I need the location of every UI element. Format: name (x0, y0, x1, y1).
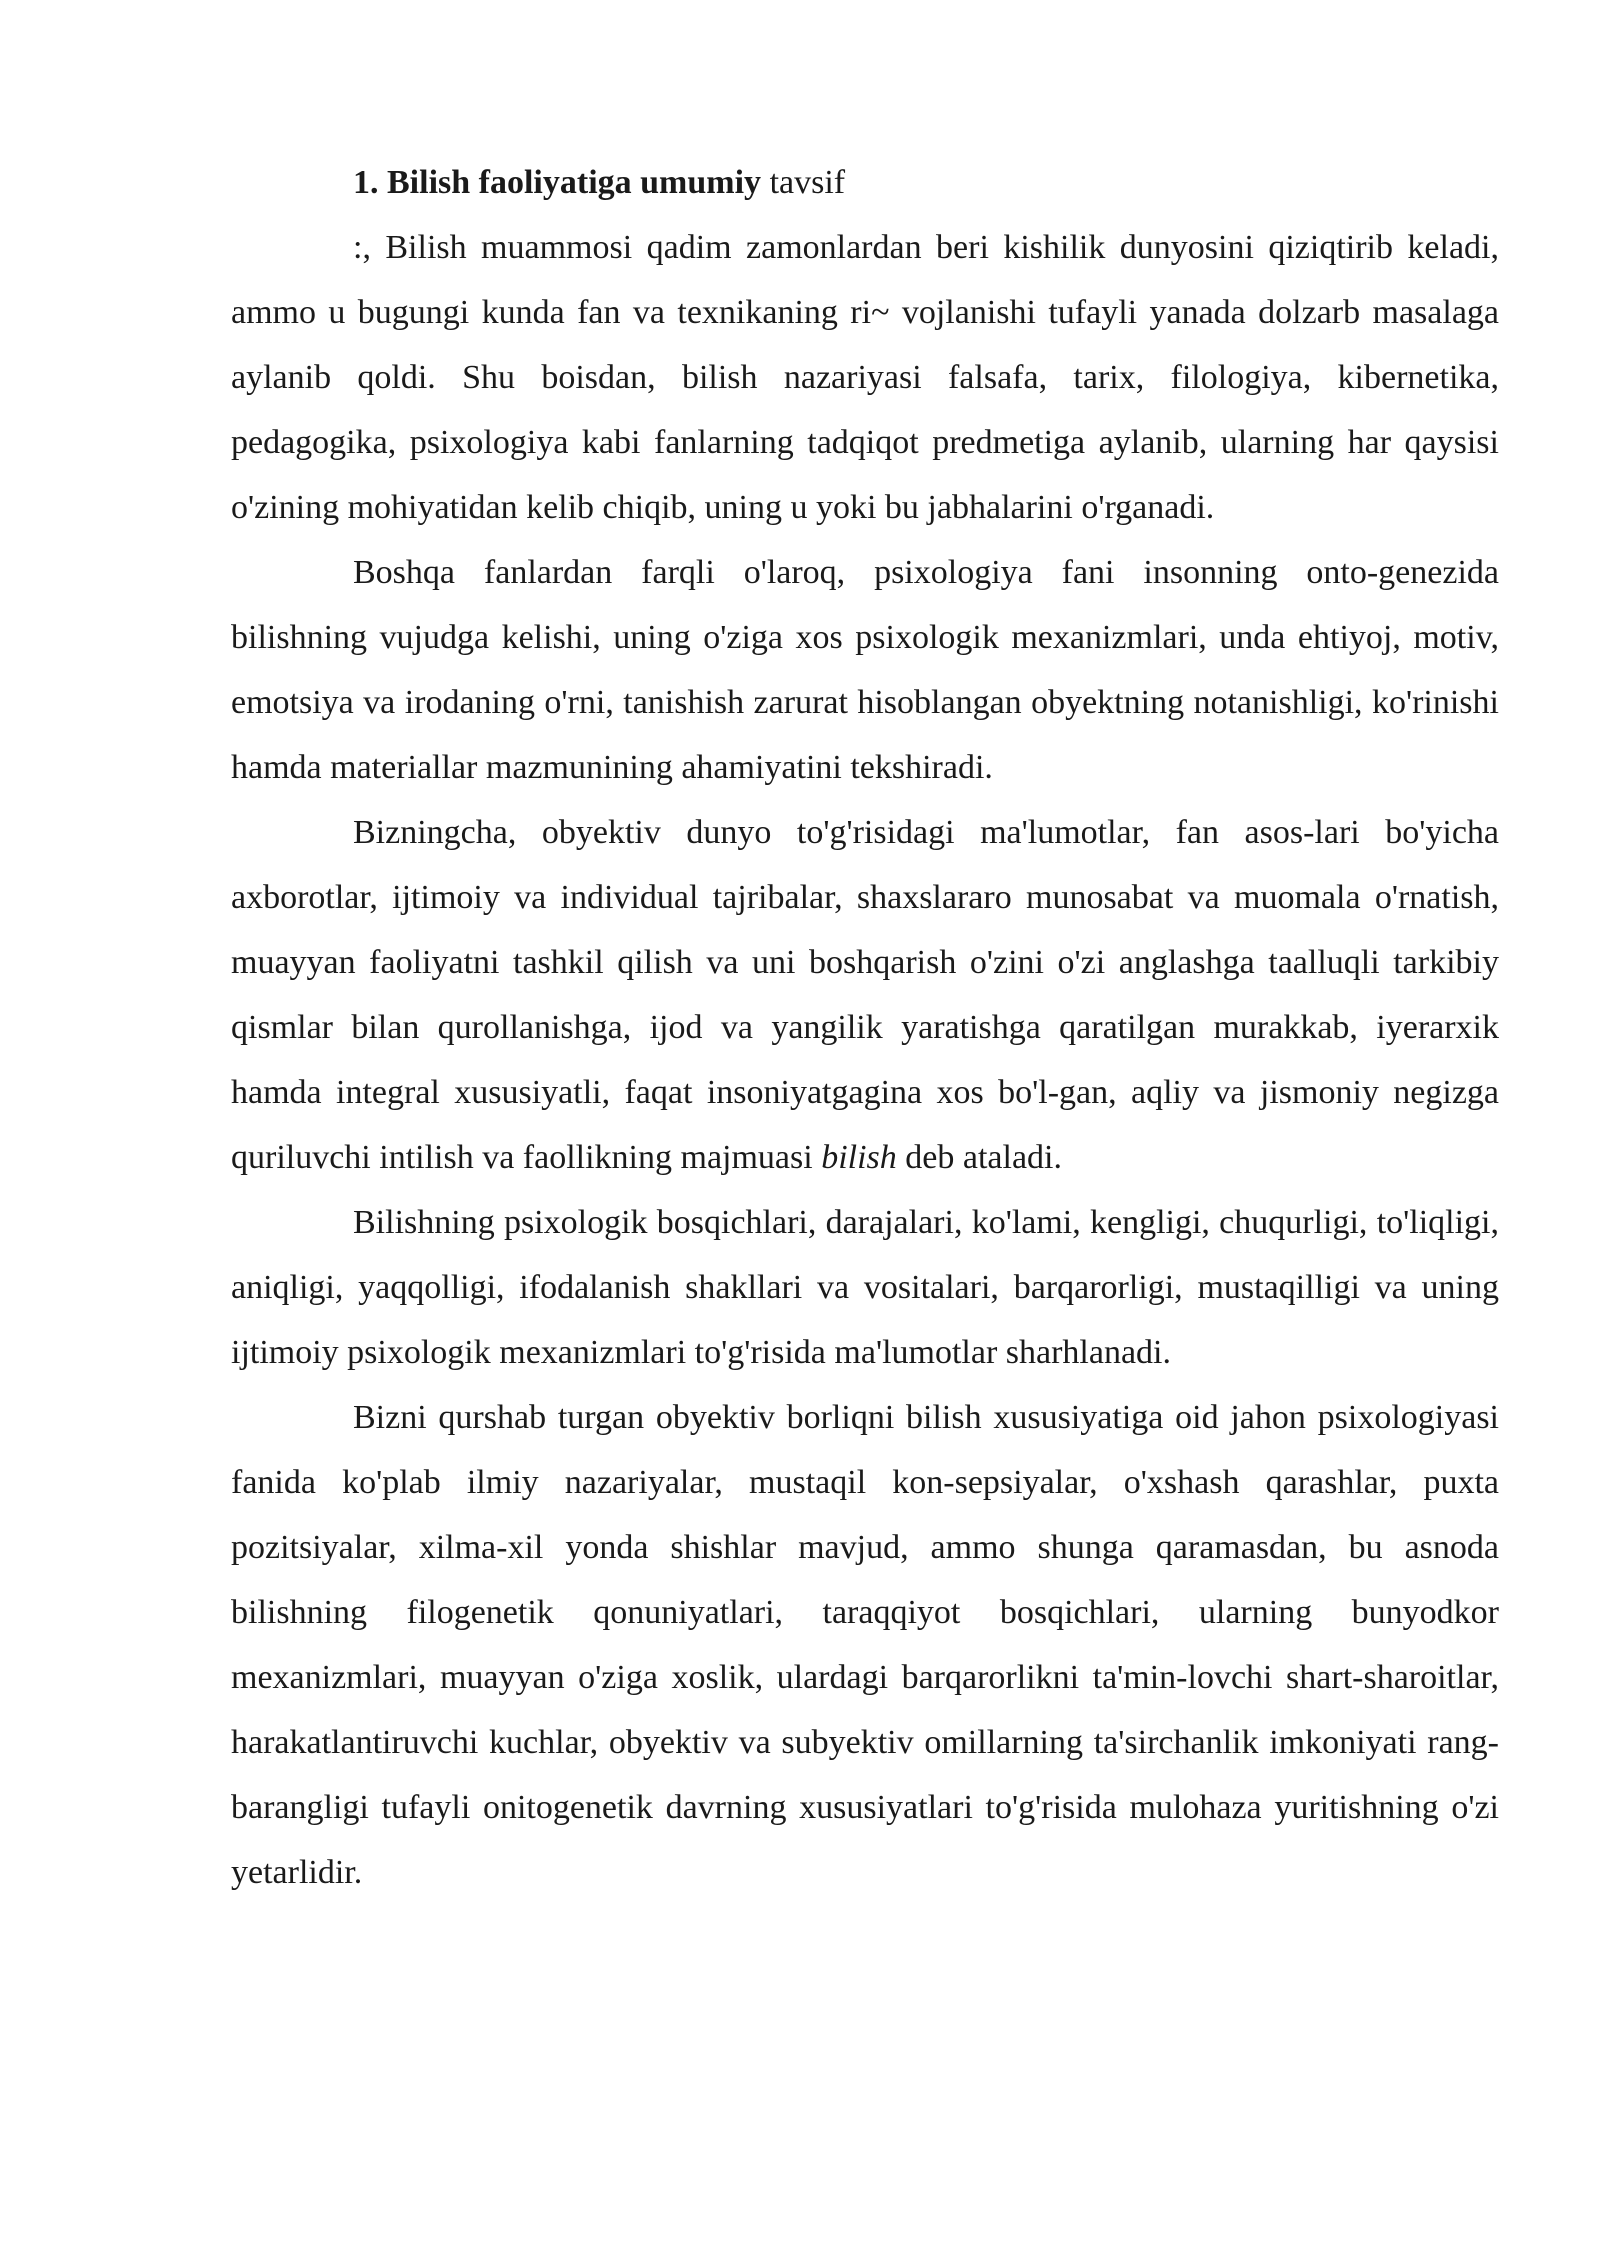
paragraph-3-term: bilish (821, 1139, 897, 1176)
paragraph-1: :, Bilish muammosi qadim zamonlardan beri kishilik dunyosini qiziqtirib keladi, ammo u bugungi kunda fan va texnikaning ri~ vojlanishi tufayli yanada dolzarb masalaga aylanib qoldi. Shu boisdan, bilish nazariyasi falsafa, tarix, filologiya, kibernetika, pedagogika, psixologiya kabi fanlarning tadqiqot predmetiga aylanib, ularning har qaysisi o'zining mohiyatidan kelib chiqib, uning u yoki bu jabhalarini o'rganadi. (231, 229, 1499, 526)
document-page (231, 150, 1499, 1905)
paragraph-3-end: deb ataladi. (896, 1139, 1062, 1176)
paragraph-5: Bizni qurshab turgan obyektiv borliqni bilish xususiyatiga oid jahon psixologiyasi fanida ko'plab ilmiy nazariyalar, mustaqil kon-sepsiyalar, o'xshash qarashlar, puxta pozitsiyalar, xilma-xil yonda shishlar mavjud, ammo shunga qaramasdan, bu asnoda bilishning filogenetik qonuniyatlari, taraqqiyot bosqichlari, ularning bunyodkor mexanizmlari, muayyan o'ziga xoslik, ulardagi barqarorlikni ta'min-lovchi shart-sharoitlar, harakatlantiruvchi kuchlar, obyektiv va subyektiv omillarning ta'sirchanlik imkoniyati rang-barangligi tufayli onitogenetik davrning xususiyatlari to'g'risida mulohaza yuritishning o'zi yetarlidir. (231, 1399, 1499, 1891)
section-heading-rest: tavsif (761, 164, 846, 201)
section-heading (231, 150, 1499, 215)
paragraph-4: Bilishning psixologik bosqichlari, darajalari, ko'lami, kengligi, chuqurligi, to'liqligi, aniqligi, yaqqolligi, ifodalanish shakllari va vositalari, barqarorligi, mustaqilligi va uning ijtimoiy psixologik mexanizmlari to'g'risida ma'lumotlar sharhlanadi. (231, 1204, 1499, 1371)
section-heading-bold: 1. Bilish faoliyatiga umumiy (353, 164, 762, 201)
paragraph-2: Boshqa fanlardan farqli o'laroq, psixologiya fani insonning onto-genezida bilishning vujudga kelishi, uning o'ziga xos psixologik mexanizmlari, unda ehtiyoj, motiv, emotsiya va irodaning o'rni, tanishish zarurat hisoblangan obyektning notanishligi, ko'rinishi hamda materiallar mazmunining ahamiyatini tekshiradi. (231, 554, 1499, 786)
paragraph-3 (231, 800, 1499, 1190)
paragraph-3-main: Bizningcha, obyektiv dunyo to'g'risidagi ma'lumotlar, fan asos-lari bo'yicha axborotlar, ijtimoiy va individual tajribalar, shaxslararo munosabat va muomala o'rnatish, muayyan faoliyatni tashkil qilish va uni boshqarish o'zini o'zi anglashga taalluqli tarkibiy qismlar bilan qurollanishga, ijod va yangilik yaratishga qaratilgan murakkab, iyerarxik hamda integral xususiyatli, faqat insoniyatgagina xos bo'l-gan, aqliy va jismoniy negizga quriluvchi intilish va faollikning majmuasi (231, 814, 1499, 1176)
